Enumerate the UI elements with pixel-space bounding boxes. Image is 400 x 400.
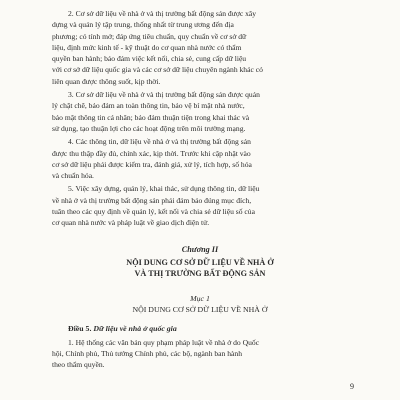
chapter-label: Chương II	[181, 244, 219, 254]
article-paragraph-1: 1. Hệ thống các văn bản quy phạm pháp luật về nhà ở do Quốc hội, Chính phủ, Thủ tướng Chính phủ, các bộ, ngành ban hành theo thẩm quyền.	[52, 337, 260, 370]
article-heading	[52, 324, 348, 333]
article-title: Dữ liệu về nhà ở quốc gia	[93, 323, 177, 333]
article-number: Điều 5.	[68, 323, 92, 333]
paragraph-5: 5. Việc xây dựng, quản lý, khai thác, sử dụng thông tin, dữ liệu về nhà ở và thị trường bất động sản phải đảm bảo đúng mục đích, tuân theo các quy định về quản lý, kết nối và chia sẻ dữ liệu số của cơ quan nhà nước và pháp luật về giao dịch điện tử.	[52, 184, 260, 228]
paragraph-3: 3. Cơ sở dữ liệu về nhà ở và thị trường bất động sản được quản lý chặt chẽ, bảo đảm an toàn thông tin, bảo vệ bí mật nhà nước, bảo mật thông tin cá nhân; bảo đảm thuận tiện trong khai thác và sử dụng, tạo thuận lợi cho các hoạt động trên môi trường mạng.	[52, 90, 260, 133]
chapter-title: NỘI DUNG CƠ SỞ DỮ LIỆU VỀ NHÀ Ở VÀ THỊ TRƯỜNG BẤT ĐỘNG SẢN	[126, 257, 274, 279]
section-title: NỘI DUNG CƠ SỞ DỮ LIỆU VỀ NHÀ Ở	[132, 304, 268, 314]
page-number: 9	[350, 382, 354, 391]
paragraph-2: 2. Cơ sở dữ liệu về nhà ở và thị trường bất động sản được xây dựng và quản lý tập trung, thống nhất từ trung ương đến địa phương; có tính mở; đáp ứng tiêu chuẩn, quy chuẩn về cơ sở dữ liệu, định mức kinh tế - kỹ thuật do cơ quan nhà nước có thẩm quyền ban hành; bảo đảm việc kết nối, chia sẻ, cung cấp dữ liệu với cơ sở dữ liệu quốc gia và các cơ sở dữ liệu chuyên ngành khác có liên quan được thông suốt, kịp thời.	[52, 9, 263, 86]
section-label: Mục 1	[190, 293, 210, 303]
paragraph-4: 4. Các thông tin, dữ liệu về nhà ở và thị trường bất động sản được thu thập đầy đủ, chính xác, kịp thời. Trước khi cập nhật vào cơ sở dữ liệu phải được kiểm tra, đánh giá, xử lý, tích hợp, số hóa và chuẩn hóa.	[52, 137, 252, 181]
